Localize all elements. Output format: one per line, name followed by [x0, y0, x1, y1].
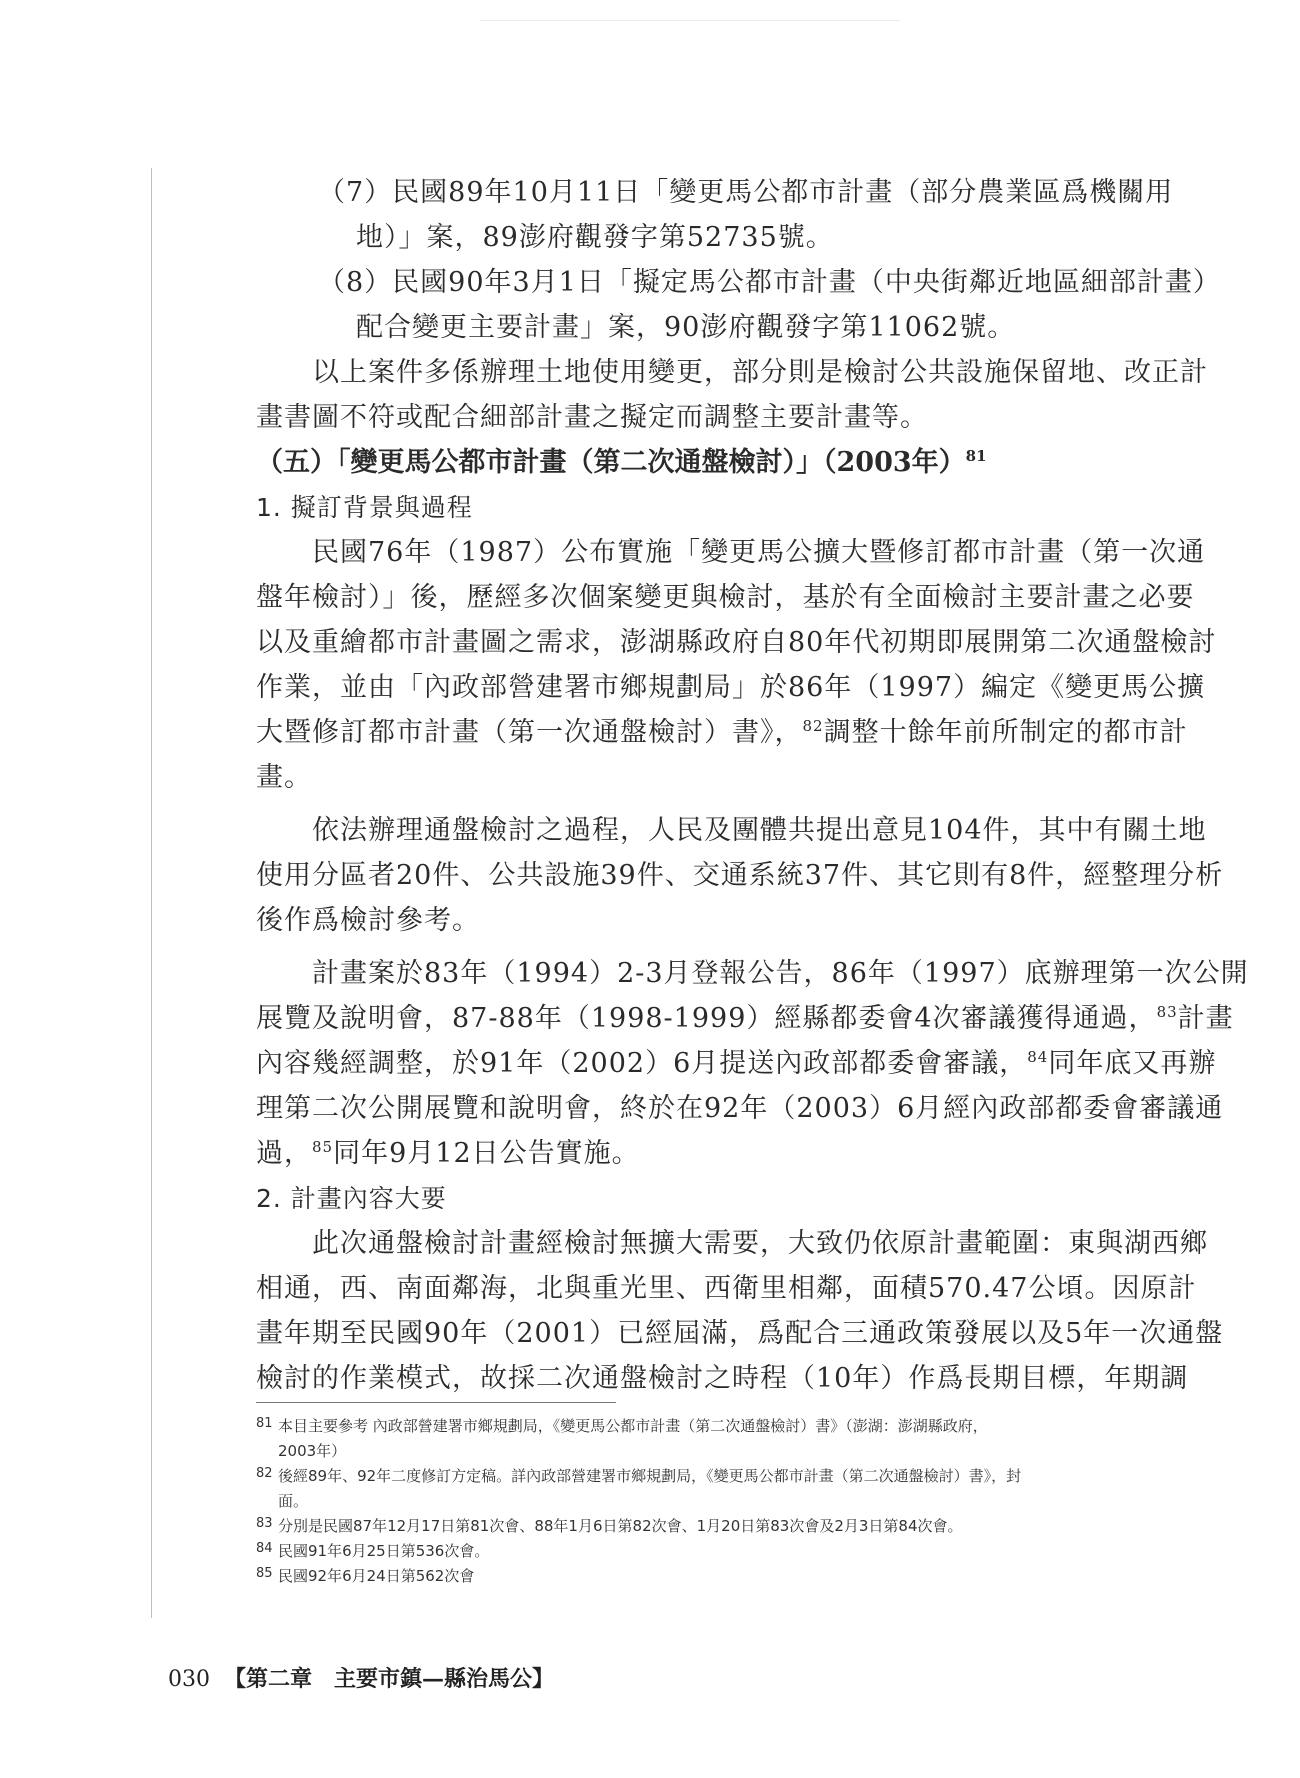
- paragraph-line: 相通，西、南面鄰海，北與重光里、西衛里相鄰，面積570.47公頃。因原計: [256, 1273, 1197, 1304]
- footnotes: [256, 1414, 1136, 1589]
- footnote-ref[interactable]: 85: [312, 1138, 334, 1156]
- list-item-line: （7）民國89年10月11日「變更馬公都市計畫（部分農業區爲機關用: [318, 177, 1174, 208]
- paragraph-line: 以上案件多係辦理土地使用變更，部分則是檢討公共設施保留地、改正計: [312, 357, 1208, 388]
- footnote-number: 85: [256, 1566, 273, 1581]
- footnote-ref[interactable]: 83: [1156, 1003, 1178, 1021]
- paragraph-line: 畫書圖不符或配合細部計畫之擬定而調整主要計畫等。: [256, 402, 928, 433]
- paragraph-line: [256, 996, 1234, 1041]
- paragraph-text: 展覽及說明會，87-88年（1998-1999）經縣都委會4次審議獲得通過，: [256, 1003, 1157, 1034]
- footnote-ref[interactable]: 84: [1027, 1048, 1049, 1066]
- paragraph-line: 民國76年（1987）公布實施「變更馬公擴大暨修訂都市計畫（第一次通: [312, 537, 1206, 568]
- subsection-heading: 2. 計畫內容大要: [256, 1184, 447, 1213]
- paragraph-line: 此次通盤檢討計畫經檢討無擴大需要，大致仍依原計畫範圍：東與湖西鄉: [312, 1228, 1208, 1259]
- paragraph-line: 作業，並由「內政部營建署市鄉規劃局」於86年（1997）編定《變更馬公擴: [256, 672, 1206, 703]
- page-number: 030: [168, 1667, 210, 1692]
- paragraph-line: [256, 1131, 1136, 1176]
- paragraph-line: 使用分區者20件、公共設施39件、交通系統37件、其它則有8件，經整理分析: [256, 860, 1224, 891]
- footnote-number: 82: [256, 1466, 273, 1481]
- paragraph-line: 畫年期至民國90年（2001）已經屆滿，爲配合三通政策發展以及5年一次通盤: [256, 1318, 1224, 1349]
- paragraph-text: 大暨修訂都市計畫（第一次通盤檢討）書》，: [256, 717, 803, 748]
- main-content: [256, 170, 1249, 1401]
- footnote-ref[interactable]: 81: [965, 447, 987, 465]
- footnote-ref[interactable]: 82: [802, 717, 824, 735]
- paragraph-text: 調整十餘年前所制定的都市計: [823, 717, 1188, 748]
- paragraph-line: 後作爲檢討參考。: [256, 905, 480, 936]
- paragraph-line: [256, 710, 1188, 755]
- footnote-text: 民國91年6月25日第536次會。: [278, 1542, 490, 1560]
- footnote: [256, 1464, 1136, 1514]
- paragraph-text: 內容幾經調整，於91年（2002）6月提送內政部都委會審議，: [256, 1048, 1028, 1079]
- paragraph-line: 畫。: [256, 762, 312, 793]
- paragraph: [256, 1221, 1224, 1401]
- list-item-line: 配合變更主要計畫」案，90澎府觀發字第11062號。: [356, 312, 1016, 343]
- footnote-number: 81: [256, 1416, 273, 1431]
- list-item-line: （8）民國90年3月1日「擬定馬公都市計畫（中央街鄰近地區細部計畫）: [318, 267, 1221, 298]
- footnote-text: 民國92年6月24日第562次會: [278, 1567, 475, 1585]
- top-rule: [480, 20, 900, 21]
- margin-rule: [151, 168, 152, 1618]
- footnote-number: 83: [256, 1516, 273, 1531]
- paragraph: [256, 350, 1208, 440]
- paragraph: [256, 530, 1217, 800]
- list-item: [256, 170, 1174, 260]
- footnote: [256, 1539, 1136, 1564]
- footnote-text-cont: 2003年）: [278, 1442, 347, 1460]
- paragraph-line: 計畫案於83年（1994）2-3月登報公告，86年（1997）底辦理第一次公開: [312, 958, 1249, 989]
- footnote-text: 分別是民國87年12月17日第81次會、88年1月6日第82次會、1月20日第83次會及2月3日第84次會。: [278, 1517, 963, 1535]
- section-heading-text: （五）「變更馬公都市計畫（第二次通盤檢討）」（2003年）: [256, 447, 966, 478]
- footnote-text-cont: 面。: [278, 1492, 309, 1510]
- footnote-text: 後經89年、92年二度修訂方定稿。詳內政部營建署市鄉規劃局，《變更馬公都市計畫（第二次通盤檢討）書》，封: [278, 1467, 1022, 1485]
- paragraph-line: 理第二次公開展覽和說明會，終於在92年（2003）6月經內政部都委會審議通: [256, 1093, 1224, 1124]
- section-heading: [256, 440, 1136, 485]
- paragraph-line: 盤年檢討）」後，歷經多次個案變更與檢討，基於有全面檢討主要計畫之必要: [256, 582, 1195, 613]
- footnote-divider: [256, 1402, 616, 1403]
- footnote: [256, 1414, 1136, 1464]
- list-item: [256, 260, 1221, 350]
- paragraph-text: 計畫: [1177, 1003, 1234, 1034]
- paragraph-line: 檢討的作業模式，故採二次通盤檢討之時程（10年）作爲長期目標，年期調: [256, 1363, 1189, 1394]
- footnote: [256, 1564, 1136, 1589]
- chapter-title: 【第二章 主要市鎮—縣治馬公】: [224, 1666, 555, 1692]
- subsection-heading: 1. 擬訂背景與過程: [256, 493, 473, 522]
- footnote-text: 本目主要參考 內政部營建署市鄉規劃局，《變更馬公都市計畫（第二次通盤檢討）書》（澎湖：澎湖縣政府，: [278, 1417, 988, 1435]
- paragraph-text: 同年底又再辦: [1048, 1048, 1217, 1079]
- paragraph-line: 依法辦理通盤檢討之過程，人民及團體共提出意見104件，其中有關土地: [312, 815, 1207, 846]
- paragraph: [256, 808, 1224, 943]
- paragraph-text: 同年9月12日公告實施。: [333, 1138, 640, 1169]
- footnote-number: 84: [256, 1541, 273, 1556]
- paragraph-line: [256, 1041, 1217, 1086]
- footnote: [256, 1514, 1136, 1539]
- page-footer: [168, 1662, 554, 1693]
- paragraph: [256, 951, 1249, 1176]
- paragraph-line: 以及重繪都市計畫圖之需求，澎湖縣政府自80年代初期即展開第二次通盤檢討: [256, 627, 1217, 658]
- list-item-line: 地）」案，89澎府觀發字第52735號。: [356, 222, 834, 253]
- paragraph-text: 過，: [256, 1138, 312, 1169]
